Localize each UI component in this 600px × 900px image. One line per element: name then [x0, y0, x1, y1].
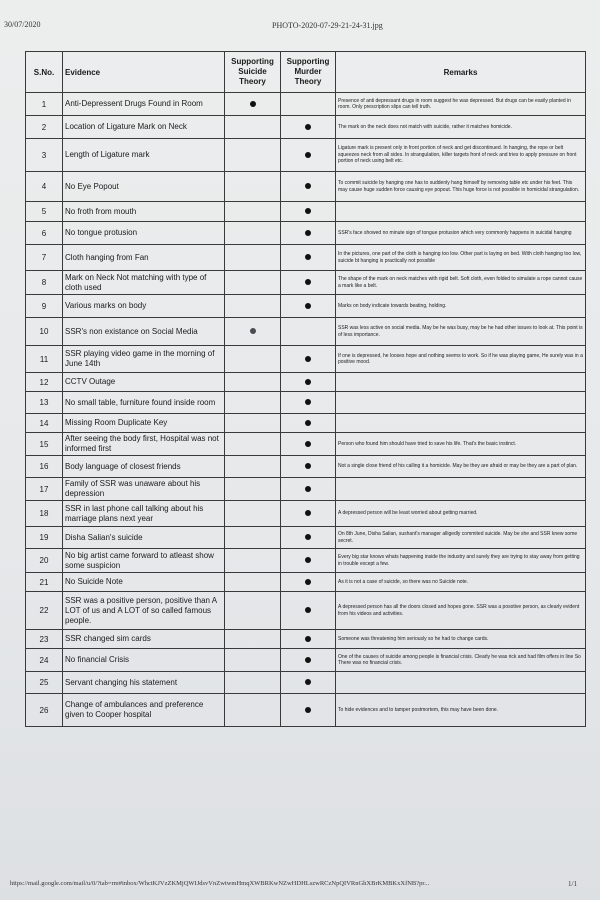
row-suicide-cell: [225, 527, 281, 549]
row-murder-cell: [281, 116, 336, 139]
row-suicide-cell: [225, 433, 281, 456]
table-row: [26, 318, 586, 346]
row-suicide-cell: [225, 373, 281, 392]
row-suicide-cell: [225, 649, 281, 672]
row-sno: 10: [26, 318, 63, 346]
table-row: [26, 414, 586, 433]
row-murder-cell: [281, 93, 336, 116]
row-sno: 17: [26, 478, 63, 501]
table-row: [26, 573, 586, 592]
row-sno: 22: [26, 592, 63, 630]
row-evidence: No tongue protusion: [63, 222, 225, 245]
row-sno: 16: [26, 456, 63, 478]
table-row: [26, 694, 586, 727]
row-evidence: Length of Ligature mark: [63, 139, 225, 172]
murder-theory-dot-icon: [305, 607, 311, 613]
row-remarks: If one is depressed, he looses hope and nothing seems to work. So if he was playing game, He surely was in a positive mood.: [336, 346, 586, 373]
row-suicide-cell: [225, 414, 281, 433]
row-evidence: SSR playing video game in the morning of June 14th: [63, 346, 225, 373]
row-murder-cell: [281, 549, 336, 573]
murder-theory-dot-icon: [305, 510, 311, 516]
row-suicide-cell: [225, 271, 281, 295]
table-row: [26, 392, 586, 414]
table-row: [26, 295, 586, 318]
header-sno: S.No.: [26, 52, 63, 93]
murder-theory-dot-icon: [305, 230, 311, 236]
row-suicide-cell: [225, 592, 281, 630]
row-sno: 24: [26, 649, 63, 672]
row-suicide-cell: [225, 694, 281, 727]
header-remarks: Remarks: [336, 52, 586, 93]
row-evidence: No small table, furniture found inside room: [63, 392, 225, 414]
table-row: [26, 93, 586, 116]
row-sno: 18: [26, 501, 63, 527]
row-remarks: A depressed person has all the doors closed and hopes gone. SSR was a posotive person, as clearly evident from his videos and activities.: [336, 592, 586, 630]
row-sno: 21: [26, 573, 63, 592]
row-sno: 3: [26, 139, 63, 172]
row-evidence: No Eye Popout: [63, 172, 225, 202]
row-murder-cell: [281, 592, 336, 630]
row-sno: 20: [26, 549, 63, 573]
murder-theory-dot-icon: [305, 183, 311, 189]
row-evidence: After seeing the body first, Hospital was not informed first: [63, 433, 225, 456]
table-row: [26, 346, 586, 373]
row-evidence: Missing Room Duplicate Key: [63, 414, 225, 433]
murder-theory-dot-icon: [305, 254, 311, 260]
row-sno: 15: [26, 433, 63, 456]
row-evidence: SSR's non existance on Social Media: [63, 318, 225, 346]
row-murder-cell: [281, 346, 336, 373]
row-evidence: Anti-Depressent Drugs Found in Room: [63, 93, 225, 116]
murder-theory-dot-icon: [305, 486, 311, 492]
row-evidence: SSR changed sim cards: [63, 630, 225, 649]
row-murder-cell: [281, 649, 336, 672]
row-murder-cell: [281, 172, 336, 202]
row-suicide-cell: [225, 392, 281, 414]
row-remarks: On 8th June, Disha Salian, sushant's manager alligedly commited suicide. May be she and SSR knew some secret.: [336, 527, 586, 549]
murder-theory-dot-icon: [305, 441, 311, 447]
row-remarks: The mark on the neck does not match with suicide, rather it matches homicide.: [336, 116, 586, 139]
row-sno: 11: [26, 346, 63, 373]
row-murder-cell: [281, 573, 336, 592]
row-evidence: Various marks on body: [63, 295, 225, 318]
row-suicide-cell: [225, 116, 281, 139]
row-remarks: SSR's face showed no minute sign of tongue protusion which very commonly happens in suicidal hanging: [336, 222, 586, 245]
row-sno: 1: [26, 93, 63, 116]
table-row: [26, 478, 586, 501]
murder-theory-dot-icon: [305, 379, 311, 385]
row-suicide-cell: [225, 222, 281, 245]
table-row: [26, 172, 586, 202]
row-evidence: Mark on Neck Not matching with type of cloth used: [63, 271, 225, 295]
row-murder-cell: [281, 414, 336, 433]
murder-theory-dot-icon: [305, 152, 311, 158]
suicide-theory-dot-icon: [250, 328, 256, 334]
table-row: [26, 271, 586, 295]
row-evidence: CCTV Outage: [63, 373, 225, 392]
row-murder-cell: [281, 672, 336, 694]
row-remarks: One of the causes of suicide among people is financial crisis. Clearly he was rick and had film offers in line So There was no financial crisis.: [336, 649, 586, 672]
table-row: [26, 549, 586, 573]
row-suicide-cell: [225, 245, 281, 271]
table-row: [26, 245, 586, 271]
murder-theory-dot-icon: [305, 399, 311, 405]
header-murder-theory: Supporting Murder Theory: [281, 52, 336, 93]
row-remarks: Marks on body indicate towards beating, holding.: [336, 295, 586, 318]
row-evidence: Cloth hanging from Fan: [63, 245, 225, 271]
row-murder-cell: [281, 392, 336, 414]
row-murder-cell: [281, 630, 336, 649]
table-row: [26, 501, 586, 527]
row-sno: 2: [26, 116, 63, 139]
table-row: [26, 139, 586, 172]
row-murder-cell: [281, 694, 336, 727]
table-row: [26, 433, 586, 456]
row-sno: 9: [26, 295, 63, 318]
row-suicide-cell: [225, 672, 281, 694]
row-murder-cell: [281, 202, 336, 222]
murder-theory-dot-icon: [305, 303, 311, 309]
row-murder-cell: [281, 527, 336, 549]
murder-theory-dot-icon: [305, 124, 311, 130]
row-suicide-cell: [225, 295, 281, 318]
row-remarks: In the pictures, one part of the cloth is hanging too low. Other part is laying on bed. With cloth hanging too low, suicide bt hanging is practically not possible: [336, 245, 586, 271]
row-suicide-cell: [225, 93, 281, 116]
row-remarks: Someone was threatening him seriously so he had to change cards.: [336, 630, 586, 649]
row-sno: 7: [26, 245, 63, 271]
murder-theory-dot-icon: [305, 679, 311, 685]
table-row: [26, 373, 586, 392]
row-remarks: The shape of the mark on neck matches with rigid belt. Soft cloth, even folded to simulate a rope cannot cause a mark like a belt.: [336, 271, 586, 295]
row-sno: 5: [26, 202, 63, 222]
row-remarks: SSR was less active on social media. May be he was busy, may be he had other issues to look at. This point is of less importance.: [336, 318, 586, 346]
row-suicide-cell: [225, 346, 281, 373]
murder-theory-dot-icon: [305, 534, 311, 540]
row-suicide-cell: [225, 573, 281, 592]
murder-theory-dot-icon: [305, 579, 311, 585]
row-murder-cell: [281, 318, 336, 346]
row-remarks: To commit suicide by hanging one has to suddenly hang himself by removing table etc under his feet. This may cause huge sudden force causing eye popout. This huge force is not possible in homicidal strangulation.: [336, 172, 586, 202]
row-remarks: [336, 392, 586, 414]
table-row: [26, 222, 586, 245]
table-header-row: [26, 52, 586, 93]
row-sno: 6: [26, 222, 63, 245]
table-row: [26, 630, 586, 649]
header-suicide-theory: Supporting Suicide Theory: [225, 52, 281, 93]
murder-theory-dot-icon: [305, 208, 311, 214]
row-sno: 25: [26, 672, 63, 694]
row-murder-cell: [281, 456, 336, 478]
row-evidence: No financial Crisis: [63, 649, 225, 672]
row-remarks: [336, 672, 586, 694]
row-evidence: SSR in last phone call talking about his marriage plans next year: [63, 501, 225, 527]
suicide-theory-dot-icon: [250, 101, 256, 107]
table-row: [26, 527, 586, 549]
row-murder-cell: [281, 222, 336, 245]
row-remarks: To hide evidences and to tamper postmortem, this may have been done.: [336, 694, 586, 727]
row-remarks: Ligature mark is present only in front portion of neck and get discontinued. In hanging, the rope or belt squeezes neck from all sides. In strangulation, killer targets front of neck and tries to apply pressure on front portion of neck using belt etc.: [336, 139, 586, 172]
row-evidence: Body language of closest friends: [63, 456, 225, 478]
row-suicide-cell: [225, 501, 281, 527]
row-murder-cell: [281, 271, 336, 295]
murder-theory-dot-icon: [305, 279, 311, 285]
row-suicide-cell: [225, 172, 281, 202]
murder-theory-dot-icon: [305, 463, 311, 469]
table-row: [26, 649, 586, 672]
murder-theory-dot-icon: [305, 420, 311, 426]
row-sno: 19: [26, 527, 63, 549]
row-evidence: Family of SSR was unaware about his depression: [63, 478, 225, 501]
row-sno: 23: [26, 630, 63, 649]
row-remarks: Every big star knows whats happening inside the industry and surely they are trying to stay away from getting in trouble except a few.: [336, 549, 586, 573]
row-evidence: Location of Ligature Mark on Neck: [63, 116, 225, 139]
row-remarks: As it is not a case of suicide, so there was no Suicide note.: [336, 573, 586, 592]
table-row: [26, 202, 586, 222]
row-suicide-cell: [225, 478, 281, 501]
row-murder-cell: [281, 478, 336, 501]
row-evidence: No big artist came forward to atleast show some suspicion: [63, 549, 225, 573]
row-remarks: [336, 478, 586, 501]
row-murder-cell: [281, 295, 336, 318]
murder-theory-dot-icon: [305, 707, 311, 713]
print-date: 30/07/2020: [4, 20, 41, 29]
murder-theory-dot-icon: [305, 636, 311, 642]
evidence-table: [25, 51, 586, 727]
print-title: PHOTO-2020-07-29-21-24-31.jpg: [272, 21, 383, 30]
row-sno: 26: [26, 694, 63, 727]
row-sno: 8: [26, 271, 63, 295]
row-remarks: [336, 202, 586, 222]
table-row: [26, 116, 586, 139]
murder-theory-dot-icon: [305, 657, 311, 663]
row-murder-cell: [281, 245, 336, 271]
row-remarks: [336, 373, 586, 392]
row-murder-cell: [281, 373, 336, 392]
murder-theory-dot-icon: [305, 557, 311, 563]
print-url: https://mail.google.com/mail/u/0/?tab=rm#inbox/WhctKJVzZKMjQWIJdsvVnZwtwmHmqXWBRKwNZwHDHLszwRCzNpQIVRnGhXBrKMBKxXfNB?pr...: [10, 880, 430, 887]
row-remarks: Not a single close friend of his calling it a homicide. May be they are afraid or may be they are a part of plan.: [336, 456, 586, 478]
print-page-number: 1/1: [568, 880, 577, 888]
table-row: [26, 592, 586, 630]
row-remarks: A depressed person will be least worried about getting married.: [336, 501, 586, 527]
row-evidence: No froth from mouth: [63, 202, 225, 222]
row-sno: 12: [26, 373, 63, 392]
row-remarks: [336, 414, 586, 433]
header-evidence: Evidence: [63, 52, 225, 93]
row-remarks: Person who found him should have tried to save his life. That's the basic instinct.: [336, 433, 586, 456]
row-evidence: Servant changing his statement: [63, 672, 225, 694]
row-remarks: Presence of anti depressant drugs in room suggest he was depressed. But drugs can be easily planted in room. Only prescription slips can tell truth.: [336, 93, 586, 116]
table-row: [26, 672, 586, 694]
murder-theory-dot-icon: [305, 356, 311, 362]
row-suicide-cell: [225, 139, 281, 172]
row-suicide-cell: [225, 318, 281, 346]
row-suicide-cell: [225, 202, 281, 222]
row-evidence: No Suicide Note: [63, 573, 225, 592]
row-suicide-cell: [225, 549, 281, 573]
row-murder-cell: [281, 501, 336, 527]
row-suicide-cell: [225, 630, 281, 649]
row-evidence: SSR was a positive person, positive than A LOT of us and A LOT of so called famous people.: [63, 592, 225, 630]
row-sno: 4: [26, 172, 63, 202]
row-murder-cell: [281, 433, 336, 456]
row-sno: 14: [26, 414, 63, 433]
row-suicide-cell: [225, 456, 281, 478]
table-row: [26, 456, 586, 478]
row-sno: 13: [26, 392, 63, 414]
row-evidence: Change of ambulances and preference given to Cooper hospital: [63, 694, 225, 727]
row-murder-cell: [281, 139, 336, 172]
row-evidence: Disha Salian's suicide: [63, 527, 225, 549]
